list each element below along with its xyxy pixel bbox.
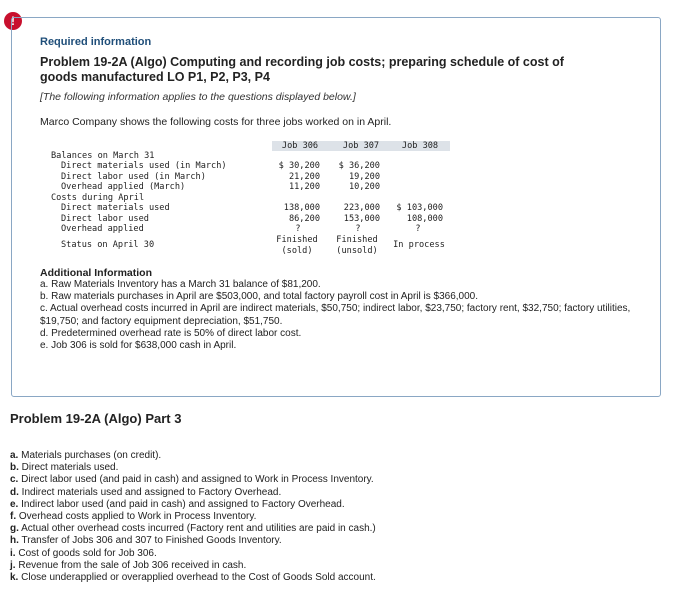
- table-cell: 86,200: [288, 213, 320, 224]
- task-text: Actual other overhead costs incurred (Factory rent and utilities are paid in cash.): [21, 523, 376, 535]
- task-letter: c.: [10, 474, 19, 486]
- list-item: [10, 487, 690, 499]
- table-cell: 11,200: [288, 182, 320, 192]
- row-label: Direct materials used (in March): [61, 161, 227, 171]
- list-item: e. Job 306 is sold for $638,000 cash in April.: [40, 340, 237, 352]
- table-cell: $ 36,200: [338, 161, 380, 171]
- applies-note: [The following information applies to the questions displayed below.]: [40, 91, 356, 103]
- list-item: d. Predetermined overhead rate is 50% of direct labor cost.: [40, 327, 302, 339]
- row-label: Direct labor used (in March): [61, 171, 206, 182]
- list-item: [10, 462, 690, 474]
- row-label: Overhead applied (March): [61, 182, 186, 192]
- status-job-307-line2: (unsold): [336, 245, 378, 256]
- additional-information-title: Additional Information: [40, 267, 152, 279]
- status-job-306-line1: Finished: [276, 235, 318, 245]
- task-text: Direct labor used (and paid in cash) and assigned to Work in Process Inventory.: [21, 474, 374, 486]
- task-letter: a.: [10, 450, 19, 461]
- task-text: Overhead costs applied to Work in Process Inventory.: [18, 511, 257, 523]
- list-item: c. Actual overhead costs incurred in April are indirect materials, $50,750; indirect labor, $23,750; factory rent, $32,750; factory utilities, $19,750; and factory equipment depreciation, $51,750.: [40, 303, 631, 327]
- table-cell: ?: [415, 224, 421, 234]
- task-text: Indirect labor used (and paid in cash) and assigned to Factory Overhead.: [21, 498, 345, 510]
- list-item: [10, 572, 690, 584]
- task-letter: b.: [10, 462, 19, 474]
- list-item: a. Raw Materials Inventory has a March 31 balance of $81,200.: [40, 279, 321, 290]
- intro-text: Marco Company shows the following costs for three jobs worked on in April.: [40, 116, 392, 128]
- additional-information-list: [40, 279, 640, 352]
- table-cell: 10,200: [348, 182, 380, 192]
- task-letter: e.: [10, 498, 19, 510]
- alert-icon: !: [4, 12, 22, 30]
- list-item: [10, 474, 690, 486]
- list-item: [10, 450, 690, 462]
- table-cell: $ 103,000: [396, 203, 443, 213]
- table-cell: ?: [355, 224, 361, 234]
- list-item: [10, 511, 690, 523]
- costs-april-label: Costs during April: [51, 192, 145, 203]
- required-information-label: Required information: [40, 36, 152, 48]
- task-letter: f.: [10, 511, 17, 523]
- list-item: [10, 499, 690, 511]
- row-label: Overhead applied: [61, 224, 144, 234]
- table-cell: 153,000: [343, 213, 380, 224]
- status-job-306-line2: (sold): [281, 245, 313, 256]
- table-cell: $ 30,200: [278, 161, 320, 171]
- task-text: Transfer of Jobs 306 and 307 to Finished Goods Inventory.: [21, 535, 282, 547]
- task-text: Cost of goods sold for Job 306.: [18, 547, 157, 559]
- task-text: Close underapplied or overapplied overhead to the Cost of Goods Sold account.: [21, 572, 376, 584]
- problem-title: Problem 19-2A (Algo) Computing and recording job costs; preparing schedule of cost of goods manufactured LO P1, P2, P3, P4: [40, 55, 564, 84]
- list-item: [10, 523, 690, 535]
- row-label: Direct materials used: [61, 203, 170, 213]
- task-text: Indirect materials used and assigned to Factory Overhead.: [21, 486, 282, 498]
- list-item: [10, 548, 690, 560]
- table-cell: ?: [295, 224, 301, 234]
- status-label: Status on April 30: [61, 240, 155, 250]
- row-label: Direct labor used: [61, 213, 149, 224]
- task-letter: h.: [10, 535, 19, 547]
- column-header-job-306: Job 306: [281, 141, 319, 151]
- table-cell: 108,000: [406, 213, 443, 224]
- part-title: Problem 19-2A (Algo) Part 3: [10, 411, 182, 426]
- task-letter: k.: [10, 572, 19, 584]
- task-text: Direct materials used.: [21, 462, 119, 474]
- table-cell: 21,200: [288, 171, 320, 182]
- list-item: [10, 560, 690, 572]
- task-letter: j.: [10, 559, 16, 571]
- task-text: Materials purchases (on credit).: [21, 450, 162, 461]
- task-letter: i.: [10, 547, 16, 559]
- task-letter: d.: [10, 486, 19, 498]
- task-list: [10, 450, 690, 584]
- table-cell: 223,000: [343, 203, 380, 213]
- column-header-job-307: Job 307: [342, 141, 380, 151]
- column-header-job-308: Job 308: [401, 141, 439, 151]
- table-cell: 19,200: [348, 171, 380, 182]
- list-item: [10, 535, 690, 547]
- task-text: Revenue from the sale of Job 306 received in cash.: [18, 559, 247, 571]
- table-cell: 138,000: [283, 203, 320, 213]
- balances-label: Balances on March 31: [51, 151, 155, 161]
- status-job-308: In process: [393, 240, 445, 250]
- status-job-307-line1: Finished: [336, 235, 378, 245]
- list-item: b. Raw materials purchases in April are $503,000, and total factory payroll cost in April is $366,000.: [40, 291, 479, 303]
- task-letter: g.: [10, 523, 19, 535]
